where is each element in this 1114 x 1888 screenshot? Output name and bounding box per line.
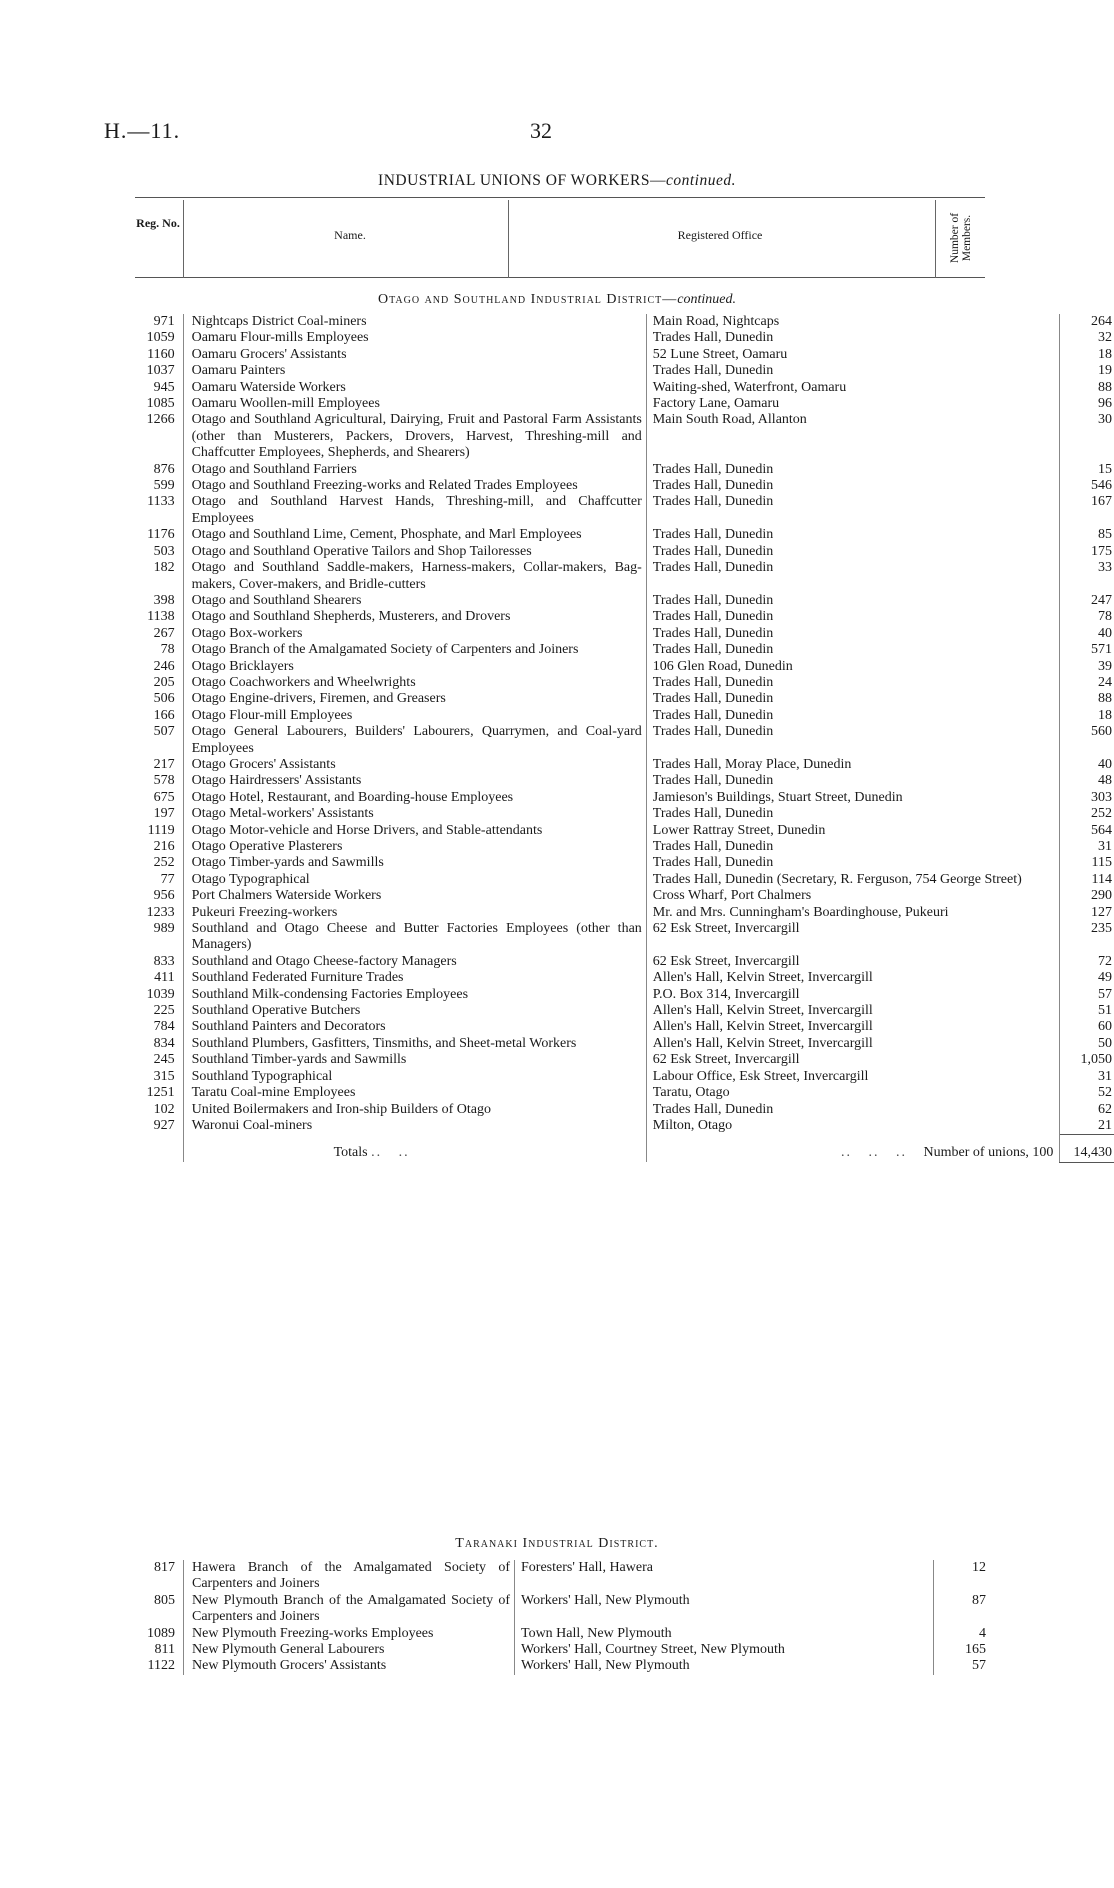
registered-office-cell: Allen's Hall, Kelvin Street, Invercargill [646,970,1060,986]
member-count-cell: 49 [1060,970,1114,986]
member-count-cell: 18 [1060,708,1114,724]
registered-office-cell: Trades Hall, Dunedin [646,363,1060,379]
member-count-cell: 57 [1060,987,1114,1003]
reg-number-cell: 989 [153,921,175,937]
member-count-cell: 15 [1060,462,1114,478]
registered-office-cell: Trades Hall, Dunedin [646,478,1060,494]
union-name-cell: Southland and Otago Cheese-factory Managers [183,954,646,970]
union-name-cell: Southland Painters and Decorators [183,1019,646,1035]
member-count-cell: 247 [1060,593,1114,609]
registered-office-cell: Labour Office, Esk Street, Invercargill [646,1069,1060,1085]
member-count-cell: 546 [1060,478,1114,494]
registered-office-cell: Trades Hall, Dunedin [646,642,1060,658]
registered-office-cell: Waiting-shed, Waterfront, Oamaru [646,380,1060,396]
registered-office-cell: Trades Hall, Dunedin [646,691,1060,707]
reg-number-cell: 1039 [146,986,175,1002]
table-row [135,806,1114,822]
registered-office-cell: Main South Road, Allanton [646,412,1060,461]
union-name-cell: Otago and Southland Shepherds, Musterers, and Drovers [183,609,646,625]
table-row [135,659,1114,675]
table-row [135,396,1114,412]
totals-row: Totals .. .. .. .. .. Number of unions, 100 14,430 [135,1135,1114,1162]
registered-office-cell: Milton, Otago [646,1118,1060,1135]
member-count-cell: 62 [1060,1102,1114,1118]
member-count-cell: 114 [1060,872,1114,888]
reg-number-cell: 166 [153,707,175,723]
table-row [135,462,1114,478]
registered-office-cell: Trades Hall, Dunedin [646,839,1060,855]
column-header-members-label: Number of Members. [949,212,973,264]
member-count-cell: 235 [1060,921,1114,954]
member-count-cell: 290 [1060,888,1114,904]
reg-number-cell: 1138 [147,609,175,625]
header-divider [183,200,184,278]
member-count-cell: 39 [1060,659,1114,675]
registered-office-cell: Jamieson's Buildings, Stuart Street, Dunedin [646,790,1060,806]
union-name-cell: Otago and Southland Farriers [183,462,646,478]
union-name-cell: Otago and Southland Saddle-makers, Harness-makers, Collar-makers, Bag-makers, Cover-makers, and Bridle-cutters [183,560,646,593]
table-row [135,593,1114,609]
registered-office-cell: Foresters' Hall, Hawera [515,1560,934,1593]
reg-number-cell: 1085 [146,396,175,412]
reg-number-cell: 1176 [147,527,175,543]
union-name-cell: Otago and Southland Lime, Cement, Phosphate, and Marl Employees [183,527,646,543]
member-count-cell: 12 [934,1560,989,1593]
member-count-cell: 571 [1060,642,1114,658]
registered-office-cell: Cross Wharf, Port Chalmers [646,888,1060,904]
member-count-cell: 87 [934,1593,989,1626]
column-header-members [936,200,984,268]
union-name-cell: Otago Grocers' Assistants [183,757,646,773]
table-row [135,872,1114,888]
union-name-cell: Otago and Southland Freezing-works and Related Trades Employees [183,478,646,494]
union-name-cell: Otago Motor-vehicle and Horse Drivers, and Stable-attendants [183,823,646,839]
union-name-cell: Otago and Southland Operative Tailors and Shop Tailoresses [183,544,646,560]
table-row [135,1069,1114,1085]
column-header-name: Name. [334,228,366,242]
registered-office-cell: Trades Hall, Dunedin [646,494,1060,527]
registered-office-cell: Trades Hall, Dunedin [646,708,1060,724]
table-row [135,1003,1114,1019]
member-count-cell: 115 [1060,855,1114,871]
union-name-cell: Oamaru Grocers' Assistants [183,347,646,363]
reg-number-cell: 1233 [146,904,175,920]
union-name-cell: Oamaru Flour-mills Employees [183,330,646,346]
member-count-cell: 30 [1060,412,1114,461]
union-name-cell: Pukeuri Freezing-workers [183,905,646,921]
reg-number-cell: 77 [160,871,175,887]
registered-office-cell: 62 Esk Street, Invercargill [646,921,1060,954]
reg-number-cell: 503 [153,543,175,559]
table-top-rule [135,197,985,198]
registered-office-cell: Trades Hall, Dunedin [646,855,1060,871]
table-row [135,1085,1114,1101]
table-row [135,1560,988,1593]
union-name-cell: Otago Hotel, Restaurant, and Boarding-house Employees [183,790,646,806]
union-count: Number of unions, 100 [923,1144,1054,1160]
member-count-cell: 40 [1060,626,1114,642]
member-count-cell: 21 [1060,1118,1114,1135]
union-name-cell: Southland Typographical [183,1069,646,1085]
table-row [135,954,1114,970]
registered-office-cell: Mr. and Mrs. Cunningham's Boardinghouse, Pukeuri [646,905,1060,921]
registered-office-cell: Allen's Hall, Kelvin Street, Invercargill [646,1036,1060,1052]
member-count-cell: 264 [1060,314,1114,330]
member-count-cell: 31 [1060,839,1114,855]
registered-office-cell: Allen's Hall, Kelvin Street, Invercargill [646,1003,1060,1019]
registered-office-cell: Trades Hall, Dunedin [646,806,1060,822]
table-row [135,1036,1114,1052]
union-name-cell: Nightcaps District Coal-miners [183,314,646,330]
table-row [135,363,1114,379]
table-row [135,347,1114,363]
reg-number-cell: 876 [153,461,175,477]
registered-office-cell: Lower Rattray Street, Dunedin [646,823,1060,839]
table-row [135,1626,988,1642]
union-name-cell: Port Chalmers Waterside Workers [183,888,646,904]
registered-office-cell: Trades Hall, Dunedin [646,560,1060,593]
table-row [135,855,1114,871]
reg-number-cell: 315 [153,1068,175,1084]
registered-office-cell: Trades Hall, Moray Place, Dunedin [646,757,1060,773]
reg-number-cell: 506 [153,691,175,707]
reg-number-cell: 245 [153,1052,175,1068]
table-row [135,380,1114,396]
reg-number-cell: 507 [153,724,175,740]
reg-number-cell: 1160 [147,346,175,362]
union-name-cell: Otago Coachworkers and Wheelwrights [183,675,646,691]
registered-office-cell: Trades Hall, Dunedin [646,626,1060,642]
registered-office-cell: Trades Hall, Dunedin [646,544,1060,560]
title-main: INDUSTRIAL UNIONS OF WORKERS— [378,172,666,189]
registered-office-cell: Trades Hall, Dunedin (Secretary, R. Ferguson, 754 George Street) [646,872,1060,888]
registered-office-cell: Trades Hall, Dunedin [646,724,1060,757]
registered-office-cell: Trades Hall, Dunedin [646,609,1060,625]
reg-number-cell: 1266 [146,412,175,428]
table-row [135,1052,1114,1068]
table-row [135,675,1114,691]
member-count-cell: 48 [1060,773,1114,789]
member-count-cell: 18 [1060,347,1114,363]
union-name-cell: Southland Milk-condensing Factories Employees [183,987,646,1003]
union-name-cell: Otago Hairdressers' Assistants [183,773,646,789]
title-suffix: continued. [665,172,736,189]
registered-office-cell: Trades Hall, Dunedin [646,675,1060,691]
union-name-cell: Otago Bricklayers [183,659,646,675]
table-row [135,888,1114,904]
table-row [135,544,1114,560]
section-heading-taranaki-text: Taranaki Industrial District. [455,1536,659,1551]
table-row [135,642,1114,658]
union-name-cell: Southland Operative Butchers [183,1003,646,1019]
registered-office-cell: Workers' Hall, New Plymouth [515,1593,934,1626]
reg-number-cell: 1133 [147,494,175,510]
reg-number-cell: 805 [154,1592,175,1608]
reg-number-cell: 833 [153,953,175,969]
union-name-cell: Southland Federated Furniture Trades [183,970,646,986]
reg-number-cell: 1122 [147,1658,175,1674]
reg-number-cell: 102 [153,1101,175,1117]
reg-number-cell: 784 [153,1019,175,1035]
page-title [0,172,1114,190]
table-row [135,626,1114,642]
reg-number-cell: 78 [160,642,175,658]
table-row [135,478,1114,494]
totals-label: Totals [333,1144,368,1160]
union-name-cell: Otago Typographical [183,872,646,888]
table-header-rule [135,277,985,278]
table-row [135,1118,1114,1135]
registered-office-cell: 62 Esk Street, Invercargill [646,954,1060,970]
member-count-cell: 24 [1060,675,1114,691]
registered-office-cell: Factory Lane, Oamaru [646,396,1060,412]
page-header [0,118,1114,148]
table-row [135,839,1114,855]
table-row [135,1658,988,1674]
union-name-cell: Otago General Labourers, Builders' Labourers, Quarrymen, and Coal-yard Employees [183,724,646,757]
member-count-cell: 51 [1060,1003,1114,1019]
reg-number-cell: 246 [153,658,175,674]
reg-number-cell: 225 [153,1003,175,1019]
table-row [135,790,1114,806]
otago-union-table [135,314,1114,1163]
member-count-cell: 167 [1060,494,1114,527]
member-count-cell: 31 [1060,1069,1114,1085]
registered-office-cell: Trades Hall, Dunedin [646,462,1060,478]
reg-number-cell: 267 [153,625,175,641]
registered-office-cell: Trades Hall, Dunedin [646,1102,1060,1118]
member-count-cell: 88 [1060,691,1114,707]
registered-office-cell: 52 Lune Street, Oamaru [646,347,1060,363]
table-row [135,921,1114,954]
reg-number-cell: 411 [154,970,175,986]
document-reference: H.—11. [104,118,181,143]
member-count-cell: 96 [1060,396,1114,412]
union-name-cell: Otago and Southland Agricultural, Dairying, Fruit and Pastoral Farm Assistants (other than Musterers, Packers, Drovers, Harvest, Threshing-mill and Chaffcutter Employees, Shepherds, and Shearers) [183,412,646,461]
table-row [135,609,1114,625]
registered-office-cell: Trades Hall, Dunedin [646,773,1060,789]
reg-number-cell: 1119 [147,822,175,838]
table-row [135,1019,1114,1035]
member-count-cell: 303 [1060,790,1114,806]
member-count-cell: 560 [1060,724,1114,757]
table-row [135,494,1114,527]
member-count-cell: 57 [934,1658,989,1674]
section-heading-otago-text: Otago and Southland Industrial District— [377,292,678,307]
table-row [135,724,1114,757]
table-row [135,773,1114,789]
union-name-cell: Oamaru Woollen-mill Employees [183,396,646,412]
union-name-cell: New Plymouth Branch of the Amalgamated Society of Carpenters and Joiners [184,1593,515,1626]
reg-number-cell: 1037 [146,363,175,379]
union-name-cell: Oamaru Painters [183,363,646,379]
registered-office-cell: Trades Hall, Dunedin [646,330,1060,346]
table-row [135,412,1114,461]
union-name-cell: Southland Plumbers, Gasfitters, Tinsmiths, and Sheet-metal Workers [183,1036,646,1052]
member-count-cell: 85 [1060,527,1114,543]
reg-number-cell: 811 [154,1642,175,1658]
member-count-cell: 175 [1060,544,1114,560]
table-row [135,560,1114,593]
union-name-cell: Otago and Southland Shearers [183,593,646,609]
union-name-cell: Otago Timber-yards and Sawmills [183,855,646,871]
member-count-cell: 32 [1060,330,1114,346]
page-number: 32 [530,118,552,143]
member-count-cell: 127 [1060,905,1114,921]
table-row [135,1593,988,1626]
registered-office-cell: Workers' Hall, Courtney Street, New Plymouth [515,1642,934,1658]
table-row [135,757,1114,773]
reg-number-cell: 1059 [146,330,175,346]
union-name-cell: Southland and Otago Cheese and Butter Factories Employees (other than Managers) [183,921,646,954]
union-name-cell: United Boilermakers and Iron-ship Builders of Otago [183,1102,646,1118]
member-count-cell: 72 [1060,954,1114,970]
union-name-cell: New Plymouth Freezing-works Employees [184,1626,515,1642]
reg-number-cell: 197 [153,806,175,822]
reg-number-cell: 252 [153,855,175,871]
member-count-cell: 40 [1060,757,1114,773]
reg-number-cell: 675 [153,789,175,805]
table-row [135,970,1114,986]
member-count-cell: 564 [1060,823,1114,839]
reg-number-cell: 927 [153,1117,175,1133]
member-count-cell: 60 [1060,1019,1114,1035]
table-row [135,905,1114,921]
total-members: 14,430 [1073,1145,1112,1161]
union-name-cell: Otago Operative Plasterers [183,839,646,855]
registered-office-cell: Allen's Hall, Kelvin Street, Invercargill [646,1019,1060,1035]
member-count-cell: 88 [1060,380,1114,396]
registered-office-cell: Trades Hall, Dunedin [646,527,1060,543]
member-count-cell: 33 [1060,560,1114,593]
column-header-reg-no: Reg. No. [136,216,180,230]
union-name-cell: Otago Metal-workers' Assistants [183,806,646,822]
member-count-cell: 19 [1060,363,1114,379]
registered-office-cell: Town Hall, New Plymouth [515,1626,934,1642]
union-name-cell: Southland Timber-yards and Sawmills [183,1052,646,1068]
registered-office-cell: 62 Esk Street, Invercargill [646,1052,1060,1068]
union-name-cell: Oamaru Waterside Workers [183,380,646,396]
table-row [135,1102,1114,1118]
table-row [135,823,1114,839]
table-row [135,330,1114,346]
member-count-cell: 252 [1060,806,1114,822]
table-row [135,527,1114,543]
registered-office-cell: Workers' Hall, New Plymouth [515,1658,934,1674]
table-row [135,1642,988,1658]
union-name-cell: Otago Engine-drivers, Firemen, and Greasers [183,691,646,707]
reg-number-cell: 182 [153,560,175,576]
reg-number-cell: 834 [153,1035,175,1051]
table-row [135,314,1114,330]
union-name-cell: Otago and Southland Harvest Hands, Threshing-mill, and Chaffcutter Employees [183,494,646,527]
union-name-cell: New Plymouth General Labourers [184,1642,515,1658]
union-name-cell: Otago Flour-mill Employees [183,708,646,724]
taranaki-union-table [135,1560,988,1675]
reg-number-cell: 971 [153,314,175,329]
registered-office-cell: Taratu, Otago [646,1085,1060,1101]
reg-number-cell: 956 [153,888,175,904]
reg-number-cell: 578 [153,773,175,789]
section-heading-otago-suffix: continued. [677,292,736,307]
union-name-cell: Otago Branch of the Amalgamated Society of Carpenters and Joiners [183,642,646,658]
registered-office-cell: Main Road, Nightcaps [646,314,1060,330]
registered-office-cell: 106 Glen Road, Dunedin [646,659,1060,675]
reg-number-cell: 217 [153,756,175,772]
reg-number-cell: 398 [153,592,175,608]
section-heading-otago [0,292,1114,308]
union-name-cell: Hawera Branch of the Amalgamated Society of Carpenters and Joiners [184,1560,515,1593]
member-count-cell: 78 [1060,609,1114,625]
union-name-cell: New Plymouth Grocers' Assistants [184,1658,515,1674]
union-name-cell: Taratu Coal-mine Employees [183,1085,646,1101]
member-count-cell: 1,050 [1060,1052,1114,1068]
member-count-cell: 165 [934,1642,989,1658]
table-row [135,987,1114,1003]
union-name-cell: Otago Box-workers [183,626,646,642]
table-row [135,708,1114,724]
reg-number-cell: 817 [154,1560,175,1575]
reg-number-cell: 945 [153,379,175,395]
section-heading-taranaki [0,1536,1114,1552]
table-row [135,691,1114,707]
member-count-cell: 4 [934,1626,989,1642]
reg-number-cell: 216 [153,839,175,854]
registered-office-cell: P.O. Box 314, Invercargill [646,987,1060,1003]
registered-office-cell: Trades Hall, Dunedin [646,593,1060,609]
reg-number-cell: 205 [153,674,175,690]
member-count-cell: 52 [1060,1085,1114,1101]
union-name-cell: Waronui Coal-miners [183,1118,646,1135]
member-count-cell: 50 [1060,1036,1114,1052]
column-header-registered-office: Registered Office [677,228,763,242]
reg-number-cell: 1251 [146,1085,175,1101]
reg-number-cell: 599 [153,478,175,494]
reg-number-cell: 1089 [147,1625,175,1641]
